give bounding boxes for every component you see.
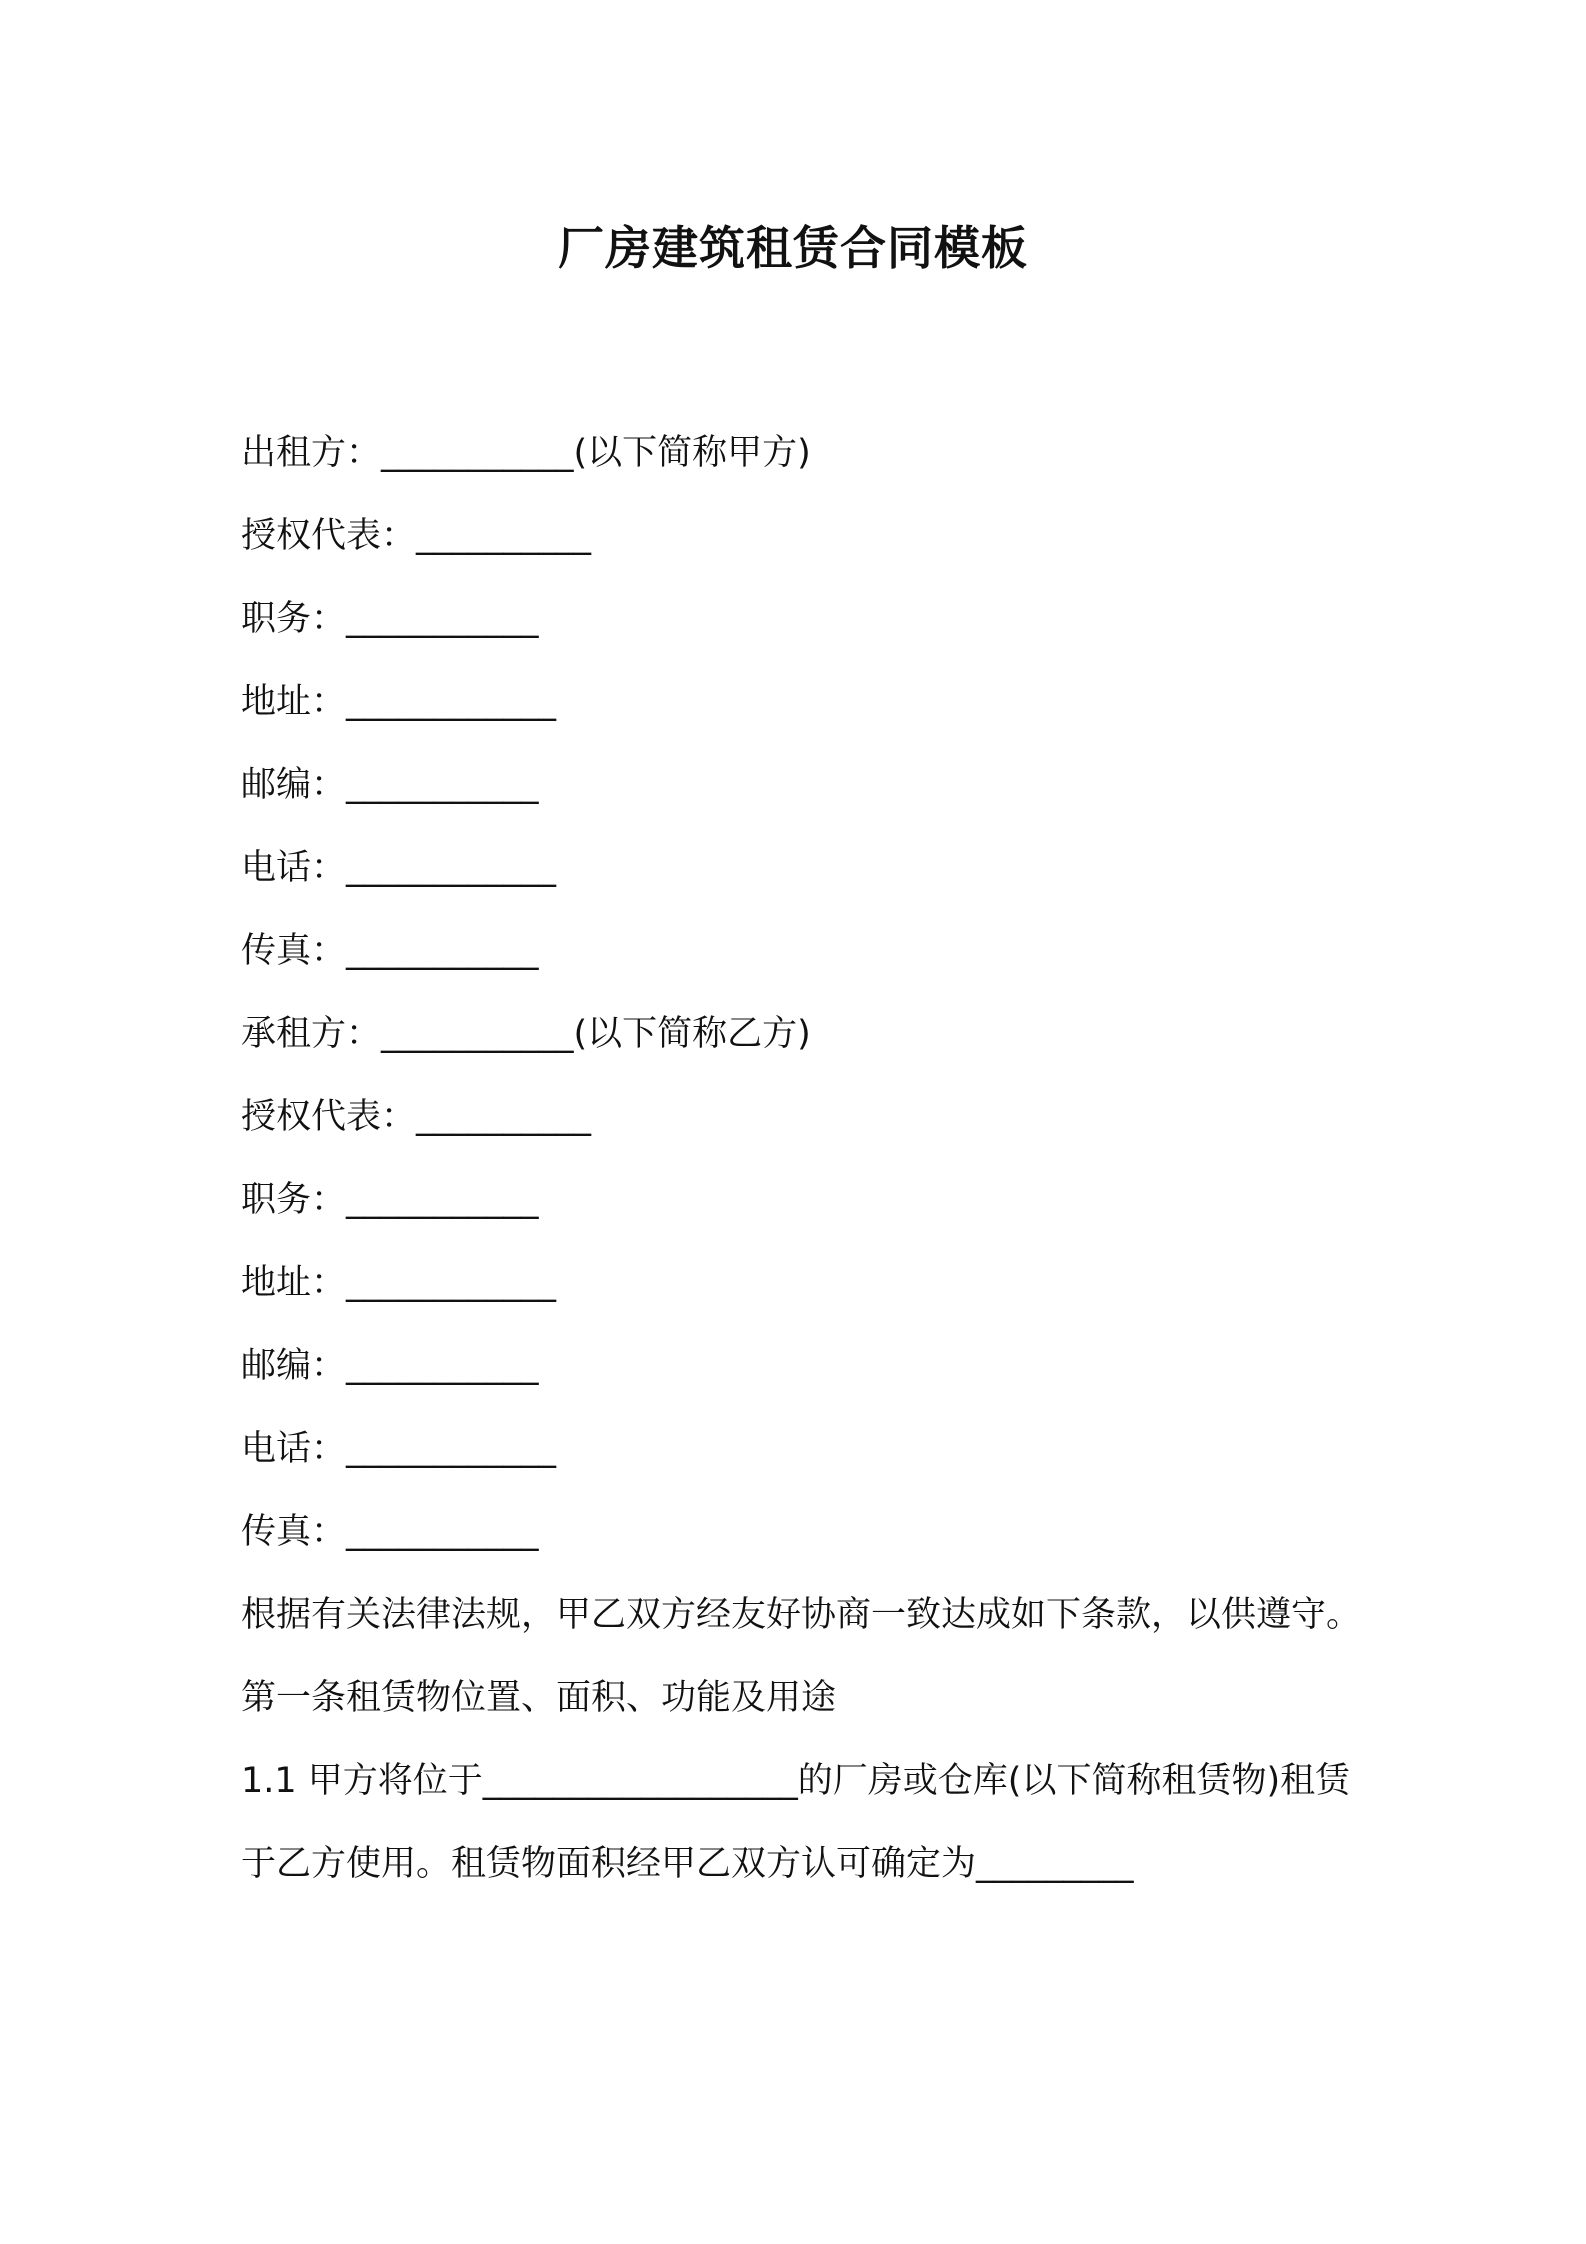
- party-b-position-line: 职务：___________: [241, 1180, 539, 1220]
- party-b-rep-line: 授权代表：__________: [241, 1097, 592, 1137]
- party-a-address-line: 地址：____________: [241, 682, 557, 722]
- article-1-heading: 第一条租赁物位置、面积、功能及用途: [241, 1678, 837, 1718]
- party-a-phone-line: 电话：____________: [241, 848, 557, 888]
- article-1-1-paragraph: 1.1 甲方将位于__________________的厂房或仓库(以下简称租赁物)租赁于乙方使用。租赁物面积经甲乙双方认可确定为_________: [241, 1761, 1351, 1884]
- intro-paragraph: 根据有关法律法规，甲乙双方经友好协商一致达成如下条款，以供遵守。: [241, 1595, 1362, 1635]
- party-b-address-line: 地址：____________: [241, 1263, 557, 1303]
- party-b-fax-line: 传真：___________: [241, 1512, 539, 1552]
- lessor-line: 出租方：___________(以下简称甲方): [241, 433, 811, 473]
- party-a-postcode-line: 邮编：___________: [241, 765, 539, 805]
- party-a-fax-line: 传真：___________: [241, 931, 539, 971]
- party-b-phone-line: 电话：____________: [241, 1429, 557, 1469]
- party-a-rep-line: 授权代表：__________: [241, 516, 592, 556]
- contract-body: [241, 412, 1361, 1906]
- page-title: 厂房建筑租赁合同模板: [558, 221, 1028, 275]
- party-b-postcode-line: 邮编：___________: [241, 1346, 539, 1386]
- lessee-line: 承租方：___________(以下简称乙方): [241, 1014, 811, 1054]
- party-a-position-line: 职务：___________: [241, 599, 539, 639]
